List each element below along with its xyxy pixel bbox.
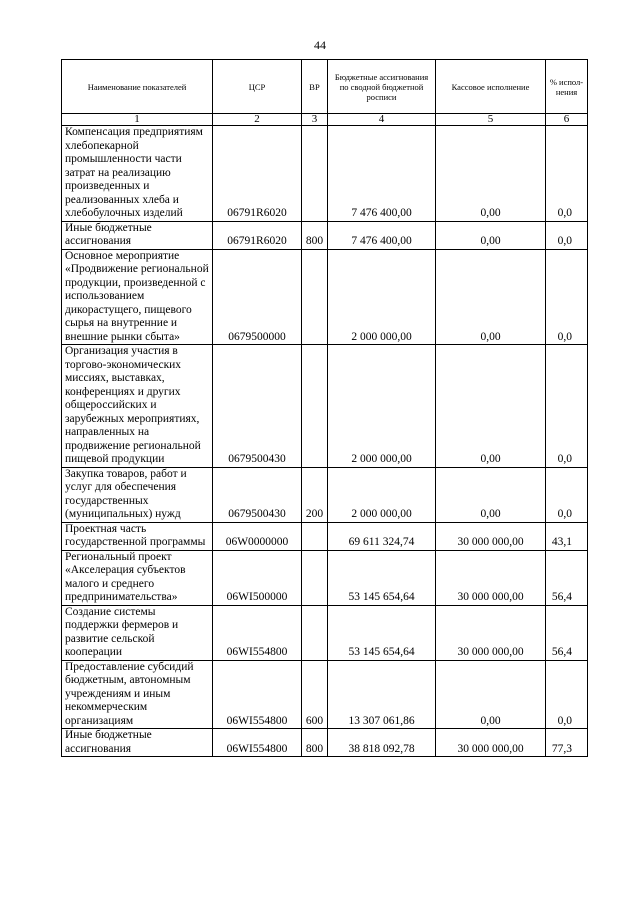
row-cash-execution: 0,00	[436, 467, 546, 522]
row-name: Проектная часть государственной программы	[62, 522, 213, 550]
row-name: Региональный проект «Акселерация субъектов малого и среднего предпринимательства»	[62, 550, 213, 605]
header-csr: ЦСР	[213, 60, 302, 114]
row-allocation: 53 145 654,64	[328, 550, 436, 605]
header-vr: ВР	[302, 60, 328, 114]
row-allocation: 2 000 000,00	[328, 467, 436, 522]
row-name: Иные бюджетные ассигнования	[62, 729, 213, 757]
row-csr: 06791R6020	[213, 221, 302, 249]
row-name: Предоставление субсидий бюджетным, автономным учреждениям и иным некоммерческим организациям	[62, 660, 213, 729]
row-execution-percent: 0,0	[546, 126, 588, 222]
row-execution-percent: 0,0	[546, 467, 588, 522]
row-cash-execution: 30 000 000,00	[436, 550, 546, 605]
column-number: 3	[302, 114, 328, 126]
table-row	[62, 221, 588, 249]
table-row	[62, 345, 588, 468]
row-name: Закупка товаров, работ и услуг для обеспечения государственных (муниципальных) нужд	[62, 467, 213, 522]
budget-execution-table	[61, 59, 588, 757]
row-vr	[302, 126, 328, 222]
row-vr	[302, 345, 328, 468]
row-allocation: 2 000 000,00	[328, 345, 436, 468]
row-cash-execution: 30 000 000,00	[436, 605, 546, 660]
row-csr: 0679500430	[213, 345, 302, 468]
table-row	[62, 605, 588, 660]
row-allocation: 53 145 654,64	[328, 605, 436, 660]
table-row	[62, 729, 588, 757]
row-name: Организация участия в торгово-экономических миссиях, выставках, конференциях и других общероссийских и зарубежных мероприятиях, направленных на продвижение региональной пищевой продукции	[62, 345, 213, 468]
row-vr	[302, 550, 328, 605]
row-name: Создание системы поддержки фермеров и развитие сельской кооперации	[62, 605, 213, 660]
table-row	[62, 660, 588, 729]
row-vr: 600	[302, 660, 328, 729]
row-csr: 0679500000	[213, 249, 302, 345]
row-name: Основное мероприятие «Продвижение региональной продукции, произведенной с использованием дикорастущего, пищевого сырья на внутренние и внешние рынки сбыта»	[62, 249, 213, 345]
row-execution-percent: 56,4	[546, 550, 588, 605]
row-execution-percent: 77,3	[546, 729, 588, 757]
column-number: 4	[328, 114, 436, 126]
row-allocation: 7 476 400,00	[328, 126, 436, 222]
table-row	[62, 550, 588, 605]
row-name: Иные бюджетные ассигнования	[62, 221, 213, 249]
column-number-row	[62, 114, 588, 126]
table-row	[62, 126, 588, 222]
row-cash-execution: 0,00	[436, 249, 546, 345]
row-allocation: 2 000 000,00	[328, 249, 436, 345]
row-csr: 06WI554800	[213, 605, 302, 660]
row-allocation: 38 818 092,78	[328, 729, 436, 757]
column-number: 6	[546, 114, 588, 126]
row-csr: 0679500430	[213, 467, 302, 522]
row-execution-percent: 43,1	[546, 522, 588, 550]
row-cash-execution: 0,00	[436, 221, 546, 249]
header-row	[62, 60, 588, 114]
row-csr: 06WI554800	[213, 660, 302, 729]
row-vr: 800	[302, 729, 328, 757]
row-vr: 800	[302, 221, 328, 249]
row-cash-execution: 0,00	[436, 660, 546, 729]
row-vr: 200	[302, 467, 328, 522]
row-vr	[302, 605, 328, 660]
row-csr: 06WI500000	[213, 550, 302, 605]
column-number: 1	[62, 114, 213, 126]
row-csr: 06791R6020	[213, 126, 302, 222]
table-row	[62, 522, 588, 550]
page-number: 44	[314, 38, 326, 52]
row-cash-execution: 30 000 000,00	[436, 729, 546, 757]
header-execution-percent: % испол-нения	[546, 60, 588, 114]
row-name: Компенсация предприятиям хлебопекарной промышленности части затрат на реализацию произведенных и реализованных хлеба и хлебобулочных изделий	[62, 126, 213, 222]
row-cash-execution: 0,00	[436, 126, 546, 222]
row-execution-percent: 0,0	[546, 249, 588, 345]
header-allocations: Бюджетные ассигнования по сводной бюджетной росписи	[328, 60, 436, 114]
row-allocation: 7 476 400,00	[328, 221, 436, 249]
row-execution-percent: 0,0	[546, 221, 588, 249]
row-vr	[302, 249, 328, 345]
row-csr: 06W0000000	[213, 522, 302, 550]
column-number: 5	[436, 114, 546, 126]
row-cash-execution: 30 000 000,00	[436, 522, 546, 550]
table-row	[62, 249, 588, 345]
header-cash-execution: Кассовое исполнение	[436, 60, 546, 114]
row-vr	[302, 522, 328, 550]
row-csr: 06WI554800	[213, 729, 302, 757]
column-number: 2	[213, 114, 302, 126]
row-cash-execution: 0,00	[436, 345, 546, 468]
row-execution-percent: 0,0	[546, 345, 588, 468]
row-allocation: 69 611 324,74	[328, 522, 436, 550]
header-name: Наименование показателей	[62, 60, 213, 114]
row-allocation: 13 307 061,86	[328, 660, 436, 729]
row-execution-percent: 0,0	[546, 660, 588, 729]
row-execution-percent: 56,4	[546, 605, 588, 660]
table-row	[62, 467, 588, 522]
